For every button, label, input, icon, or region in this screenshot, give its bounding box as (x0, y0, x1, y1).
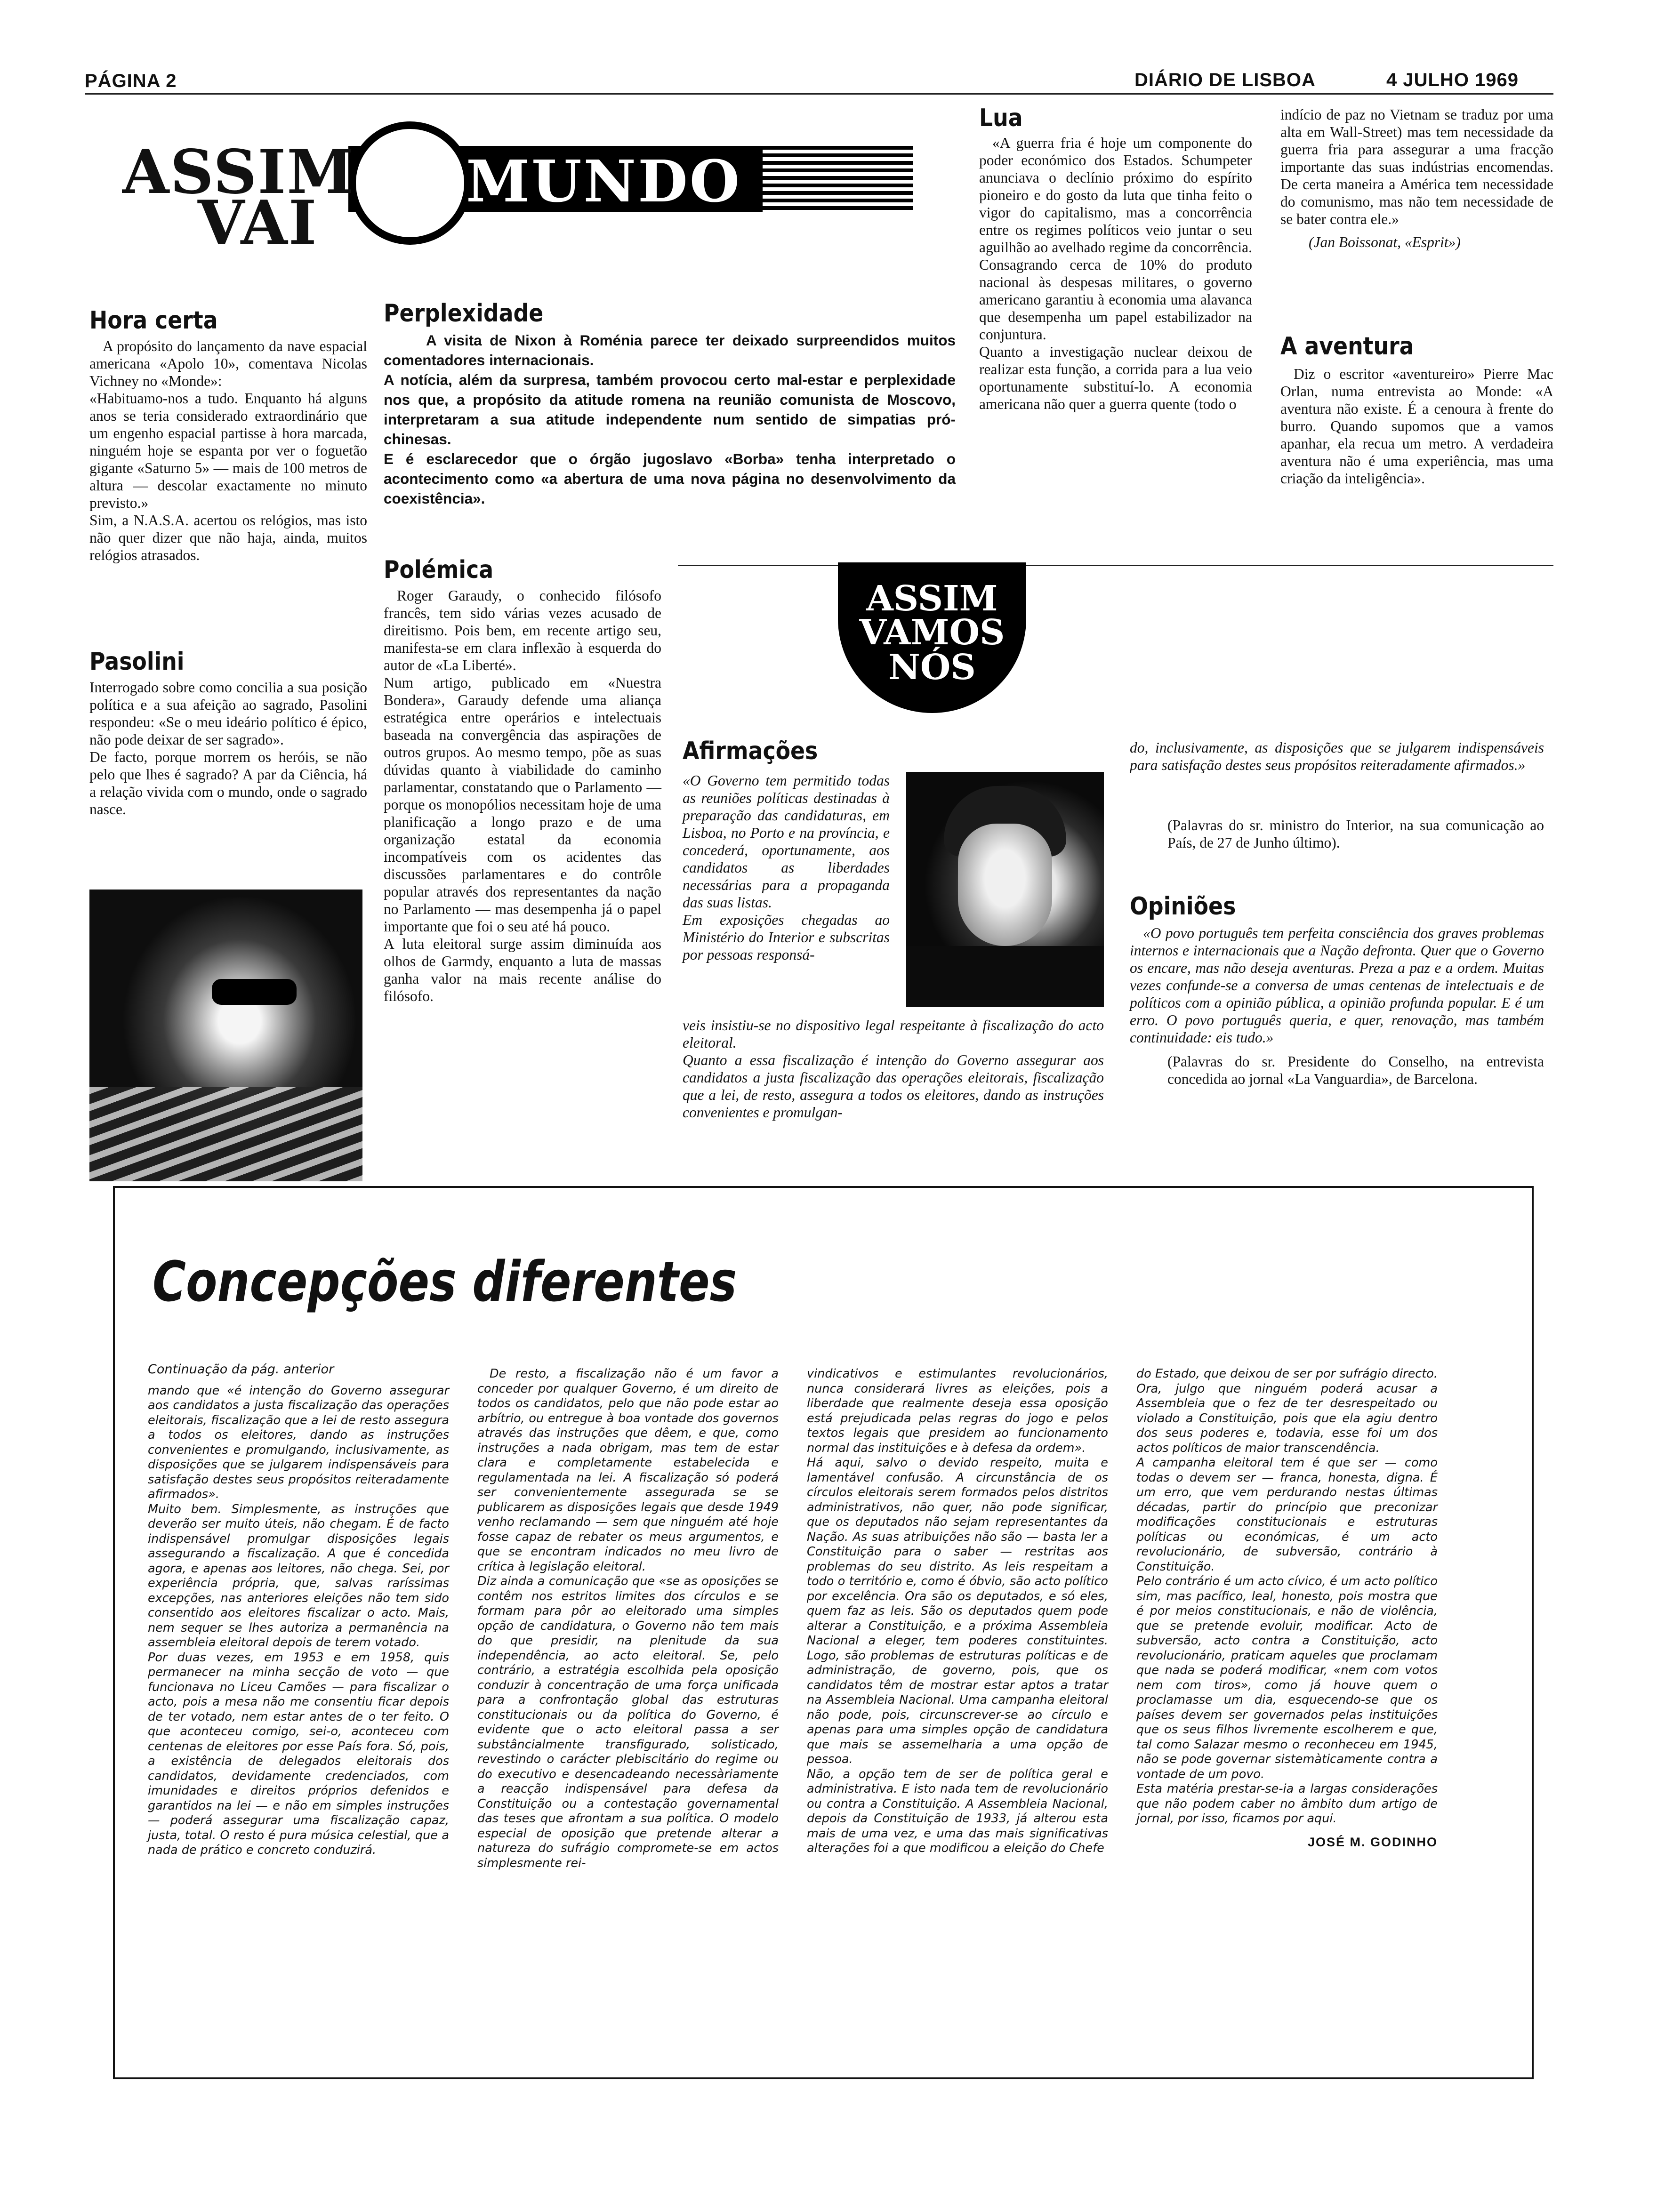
badge-line-2: VAMOS (859, 612, 1005, 653)
article-title: A aventura (1280, 332, 1414, 361)
article-source: (Jan Boissonat, «Esprit») (1309, 234, 1461, 250)
article-title: Hora certa (89, 306, 218, 335)
article-body: «A guerra fria é hoje um componente do poder económico dos Estados. Schumpeter anunciava o declínio próximo do espírito pioneiro e do gosto da luta que tinha feito o vigor do capitalismo, mas a concorrência entre os regimes políticos veio juntar o seu aguilhão ao avelhado regime da concorrência. Consagrando cerca de 10% do produto nacional às despesas militares, o governo americano garantiu à economia uma alavanca que desempenha um papel estabilizador na conjuntura. Quanto a investigação nuclear deixou de realizar esta função, a corrida para a lua veio oportunamente substituí-lo. A economia americana não quer a guerra quente (todo o (979, 135, 1252, 412)
article-opinioes (1130, 894, 1544, 1088)
newspaper-name: DIÁRIO DE LISBOA (1134, 70, 1316, 90)
article-title: Opiniões (1130, 892, 1236, 921)
article-perplexidade (384, 301, 956, 508)
article-lua (979, 106, 1252, 413)
pasolini-photo-stripes (89, 1087, 362, 1181)
article-aventura (1280, 334, 1553, 487)
concepcoes-column-3 (807, 1367, 1108, 1856)
article-body-part-c: do, inclusivamente, as disposições que se julgarem indispensáveis para satisfação destes seus propósitos reiteradamente afirmados.» (1130, 739, 1544, 773)
section-badge (838, 562, 1026, 713)
article-body: A propósito do lançamento da nave espacial americana «Apolo 10», comentava Nicolas Vichney no «Monde»: «Habituamo-nos a tudo. Enquanto há alguns anos se teria considerado extraordinário que um engenho espacial partisse à hora marcada, ninguém hoje se espanta por ver o foguetão gigante «Saturno 5» — mais de 100 metros de altura — descolar exactamente no minuto previsto.» Sim, a N.A.S.A. acertou os relógios, mas isto não quer dizer que não haja, ainda, muitos relógios atrasados. (89, 338, 367, 563)
article-pasolini (89, 649, 367, 818)
article-body: A visita de Nixon à Roménia parece ter deixado surpreendidos muitos comentadores internacionais. A notícia, além da surpresa, também provocou certo mal-estar e perplexidade nos que, a propósito da atitude romena na reunião comunista de Moscovo, interpretaram a sua atitude independente num sentido de simpatias pró-chinesas. E é esclarecedor que o órgão jugoslavo «Borba» tenha interpretado o acontecimento como «a abertura de uma nova página no desenvolvimento da coexistência». (384, 332, 956, 507)
article-body-part-a: «O Governo tem permitido todas as reuniões políticas destinadas à preparação das candidaturas, em Lisboa, no Porto e na província, e concederá, oportunamente, aos candidatos as liberdades necessárias para a propaganda das suas listas. Em exposições chegadas ao Ministério do Interior e subscritas por pessoas responsá- (683, 772, 890, 963)
concepcoes-signature: JOSÉ M. GODINHO (1307, 1835, 1438, 1849)
article-body: «O povo português tem perfeita consciência dos graves problemas internos e internacionais que a Nação defronta. Quer que o Governo os encare, mas não deseja aventuras. Preza a paz e a ordem. Muitas vezes confunde-se a conversa de umas centenas de intelectuais e de políticos com a opinião pública, a opinião profunda popular. E é um erro. O povo português queria, e quer, renovação, mas também continuidade: eis tudo.» (1130, 925, 1544, 1046)
article-polemica (384, 558, 661, 1005)
article-body: indício de paz no Vietnam se traduz por uma alta em Wall-Street) mas tem necessidade da guerra fria para assegurar a uma fracção importante das suas indústrias encomendas. De certa maneira a América tem necessidade do comunismo, mas não tem necessidade de se bater contra ele.» (1280, 106, 1553, 227)
article-source: (Palavras do sr. Presidente do Conselho, na entrevista concedida ao jornal «La Vanguardia», de Barcelona. (1167, 1053, 1544, 1087)
concepcoes-column-4 (1136, 1367, 1438, 1850)
section-logo (85, 113, 932, 258)
article-title: Pasolini (89, 648, 185, 676)
badge-line-3: NÓS (888, 647, 976, 688)
logo-circle (348, 121, 472, 245)
logo-word-assim: ASSIM (122, 137, 354, 208)
concepcoes-text: De resto, a fiscalização não é um favor a conceder por qualquer Governo, é um direito de todos os candidatos, pelo que não pode estar ao arbítrio, ou entregue à boa vontade dos governos através das instruções que dêem, e que, como instruções a nada obrigam, mas tem de estar clara e completamente estabelecida e regulamentada na lei. A fiscalização só poderá ser convenientemente assegurada se se publicarem as disposições legais que desde 1949 venho reclamando — sem que ninguém até hoje fosse capaz de rebater os meus argumentos, e que se encontram indicados no meu livro de crítica à legislação eleitoral. Diz ainda a comunicação que «se as oposições se contêm nos estritos limites dos círculos e se formam para pôr ao eleitorado uma simples opção de candidatura, o Governo não tem mais do que presidir, na plenitude da sua independência, ao acto eleitoral. Se, pelo contrário, a estratégia escolhida pela oposição conduzir à concentração de uma força unificada para a confrontação global das estruturas constitucionais ou da política do Governo, é evidente que o acto eleitoral passa a ser substâncialmente transfigurado, solisticado, revestindo o carácter plebiscitário do regime ou do executivo e desencadeando necessàriamente a reacção indispensável para defesa da Constituição ou a contestação governamental das teses que afrontam a sua política. O modelo especial de oposição que pretende alterar a natureza do sufrágio compromete-se em actos simplesmente rei- (477, 1367, 779, 1870)
article-title: Perplexidade (384, 299, 544, 328)
article-title: Afirmações (683, 737, 818, 765)
politician-collar (906, 946, 1104, 1007)
page-number: PÁGINA 2 (85, 71, 177, 91)
pasolini-photo-sunglasses (212, 979, 297, 1005)
article-source: (Palavras do sr. ministro do Interior, na sua comunicação ao País, de 27 de Junho último). (1167, 817, 1544, 851)
article-title: Lua (979, 104, 1023, 132)
issue-date: 4 JULHO 1969 (1386, 70, 1519, 90)
article-hora-certa (89, 308, 367, 564)
concepcoes-column-2 (477, 1367, 779, 1871)
concepcoes-title: Concepções diferentes (153, 1249, 737, 1314)
concepcoes-kicker: Continuação da pág. anterior (148, 1362, 334, 1377)
logo-word-vai: VAI (198, 188, 318, 258)
concepcoes-text: mando que «é intenção do Governo assegurar aos candidatos a justa fiscalização das operações eleitorais, fiscalização que a lei de resto assegura a todos os eleitores, dando as instruções convenientes e promulgando, inclusivamente, as disposições que se julgarem indispensáveis para satisfação destes seus propósitos reiteradamente afirmados». Muito bem. Simplesmente, as instruções que deverão ser muito úteis, não chegam. É de facto indispensável promulgar disposições legais assegurando a fiscalização. A que é concedida agora, e apenas aos leitores, não chega. Sei, por experiência própria, que, salvas raríssimas excepções, nas anteriores eleições não tem sido consentido aos eleitores fiscalizar o acto. Mais, nem sequer se lhes autoriza a permanência na assembleia eleitoral depois de terem votado. Por duas vezes, em 1953 e em 1958, quis permanecer na minha secção de voto — que funcionava no Liceu Camões — para fiscalizar o acto, pois a mesa não me consentiu ficar depois de ter votado, nem estar antes de o ter feito. O que aconteceu comigo, sei-o, aconteceu com centenas de eleitores por esse País fora. Só, pois, a existência de delegados eleitorais dos candidatos, devidamente credenciados, com imunidades e direitos próprios defenidos e garantidos na lei — e não em simples instruções — poderá assegurar uma fiscalização capaz, justa, total. O resto é pura música celestial, que a nada de prático e concreto conduzirá. (148, 1383, 449, 1857)
section-rule (678, 565, 1553, 566)
article-body: Diz o escritor «aventureiro» Pierre Mac Orlan, numa entrevista ao Monde: «A aventura não existe. É a cenoura à frente do burro. Quando supomos que a vamos apanhar, ela recua um metro. A verdadeira aventura não é uma experiência, mas uma criação da inteligência». (1280, 366, 1553, 487)
article-body: Roger Garaudy, o conhecido filósofo francês, tem sido várias vezes acusado de direitismo. Pois bem, em recente artigo seu, manifesta-se em clara inflexão à esquerda do autor de «La Liberté». Num artigo, publicado em «Nuestra Bondera», Garaudy defende uma aliança estratégica entre operários e intelectuais baseada na convergência das aspirações de outros grupos. Ao mesmo tempo, põe as suas dúvidas quanto à viabilidade do caminho parlamentar, constatando que o Parlamento — porque os monopólios necessitam hoje de uma planificação a longo prazo e de uma organização estatal da economia incompatíveis com os acidentes das discussões parlamentares e do contrôle popular através dos representantes da nação no Parlamento — mas desempenha já o papel importante que foi o seu até há pouco. A luta eleitoral surge assim diminuída aos olhos de Garmdy, enquanto a luta de massas ganha valor na mais recente análise do filósofo. (384, 587, 661, 1004)
politician-photo (906, 772, 1104, 1007)
badge-line-1: ASSIM (866, 578, 998, 619)
concepcoes-text: vindicativos e estimulantes revolucionários, nunca considerará livres as eleições, pois a liberdade que realmente deseja essa oposição está prejudicada pelas regras do jogo e pelos textos legais que presidem ao funcionamento normal das instituições e à defesa da ordem». Há aqui, salvo o devido respeito, muita e lamentável confusão. A circunstância de os círculos eleitorais serem formados pelos distritos administrativos, não quer, não pode significar, que os deputados não sejam representantes da Nação. As suas atribuições não são — basta ler a Constituição para o saber — restritas aos problemas do seu distrito. As leis respeitam a todo o território e, como é óbvio, são acto político por excelência. Ora são os deputados, e só eles, quem faz as leis. São os deputados quem pode alterar a Constituição, e a próxima Assembleia Nacional a eleger, tem poderes constituintes. Logo, são problemas de estruturas políticas e de administração, de governo, pois, que os candidatos têm de mostrar estar aptos a tratar na Assembleia Nacional. Uma campanha eleitoral não pode, pois, circunscrever-se ao círculo e apenas para uma simples opção de candidatura que mais se assemelharia a uma opção de pessoa. Não, a opção tem de ser de política geral e administrativa. E isto nada tem de revolucionário ou contra a Constituição. A Assembleia Nacional, depois da Constituição de 1933, já alterou esta mais de uma vez, e uma das mais significativas alterações foi a que modificou a eleição do Chefe (807, 1367, 1108, 1855)
article-body-part-b: veis insistiu-se no dispositivo legal respeitante à fiscalização do acto eleitoral. Quanto a essa fiscalização é intenção do Governo assegurar aos candidatos a justa fiscalização das operações eleitorais, fiscalização que a lei, de resto, assegura a todos os eleitores, dando as instruções convenientes e promulgan- (683, 1017, 1104, 1121)
header-rule (85, 93, 1553, 95)
concepcoes-text: do Estado, que deixou de ser por sufrágio directo. Ora, julgo que ninguém poderá acusar a Assembleia que o fez de ter desrespeitado ou violado a Constituição, pois que ela agiu dentro dos seus poderes e, todavia, esse foi um dos actos políticos de maior transcendência. A campanha eleitoral tem é que ser — como todas o devem ser — franca, honesta, digna. É um erro, que vem perdurando nestas últimas décadas, partir do princípio que preconizar modificações constitucionais e estruturas políticas ou económicas, é um acto revolucionário, de subversão, contrário à Constituição. Pelo contrário é um acto cívico, é um acto político sim, mas pacífico, leal, honesto, pois mostra que é por meios constitucionais, e não de violência, que se pretende evoluir, modificar. Acto de subversão, acto contra a Constituição, acto revolucionário, praticam aqueles que proclamam que nada se poderá modificar, «nem com votos nem com tiros», como já houve quem o proclamasse um dia, esquecendo-se que os países devem ser governados pelas instituições que os seus filhos livremente escolherem e que, tal como Salazar mesmo o reconheceu em 1945, não se pode governar sistemàticamente contra a vontade de um povo. Esta matéria prestar-se-ia a largas considerações que não podem caber no âmbito dum artigo de jornal, por isso, ficamos por aqui. (1136, 1367, 1438, 1826)
politician-face (958, 824, 1052, 946)
concepcoes-box (113, 1186, 1534, 2079)
concepcoes-column-1 (148, 1362, 449, 1858)
article-lua-continuation (1280, 106, 1553, 251)
pasolini-photo (89, 890, 362, 1181)
logo-word-mundo: MUNDO (466, 147, 742, 215)
article-body: Interrogado sobre como concilia a sua posição política e a sua afeição ao sagrado, Pasolini respondeu: «Se o meu ideário político é épico, não pode deixar de ser sagrado». De facto, porque morrem os heróis, se não pelo que lhes é sagrado? A par da Ciência, há a relação vivida com o mundo, onde o sagrado nasce. (89, 679, 367, 817)
article-title: Polémica (384, 556, 494, 584)
